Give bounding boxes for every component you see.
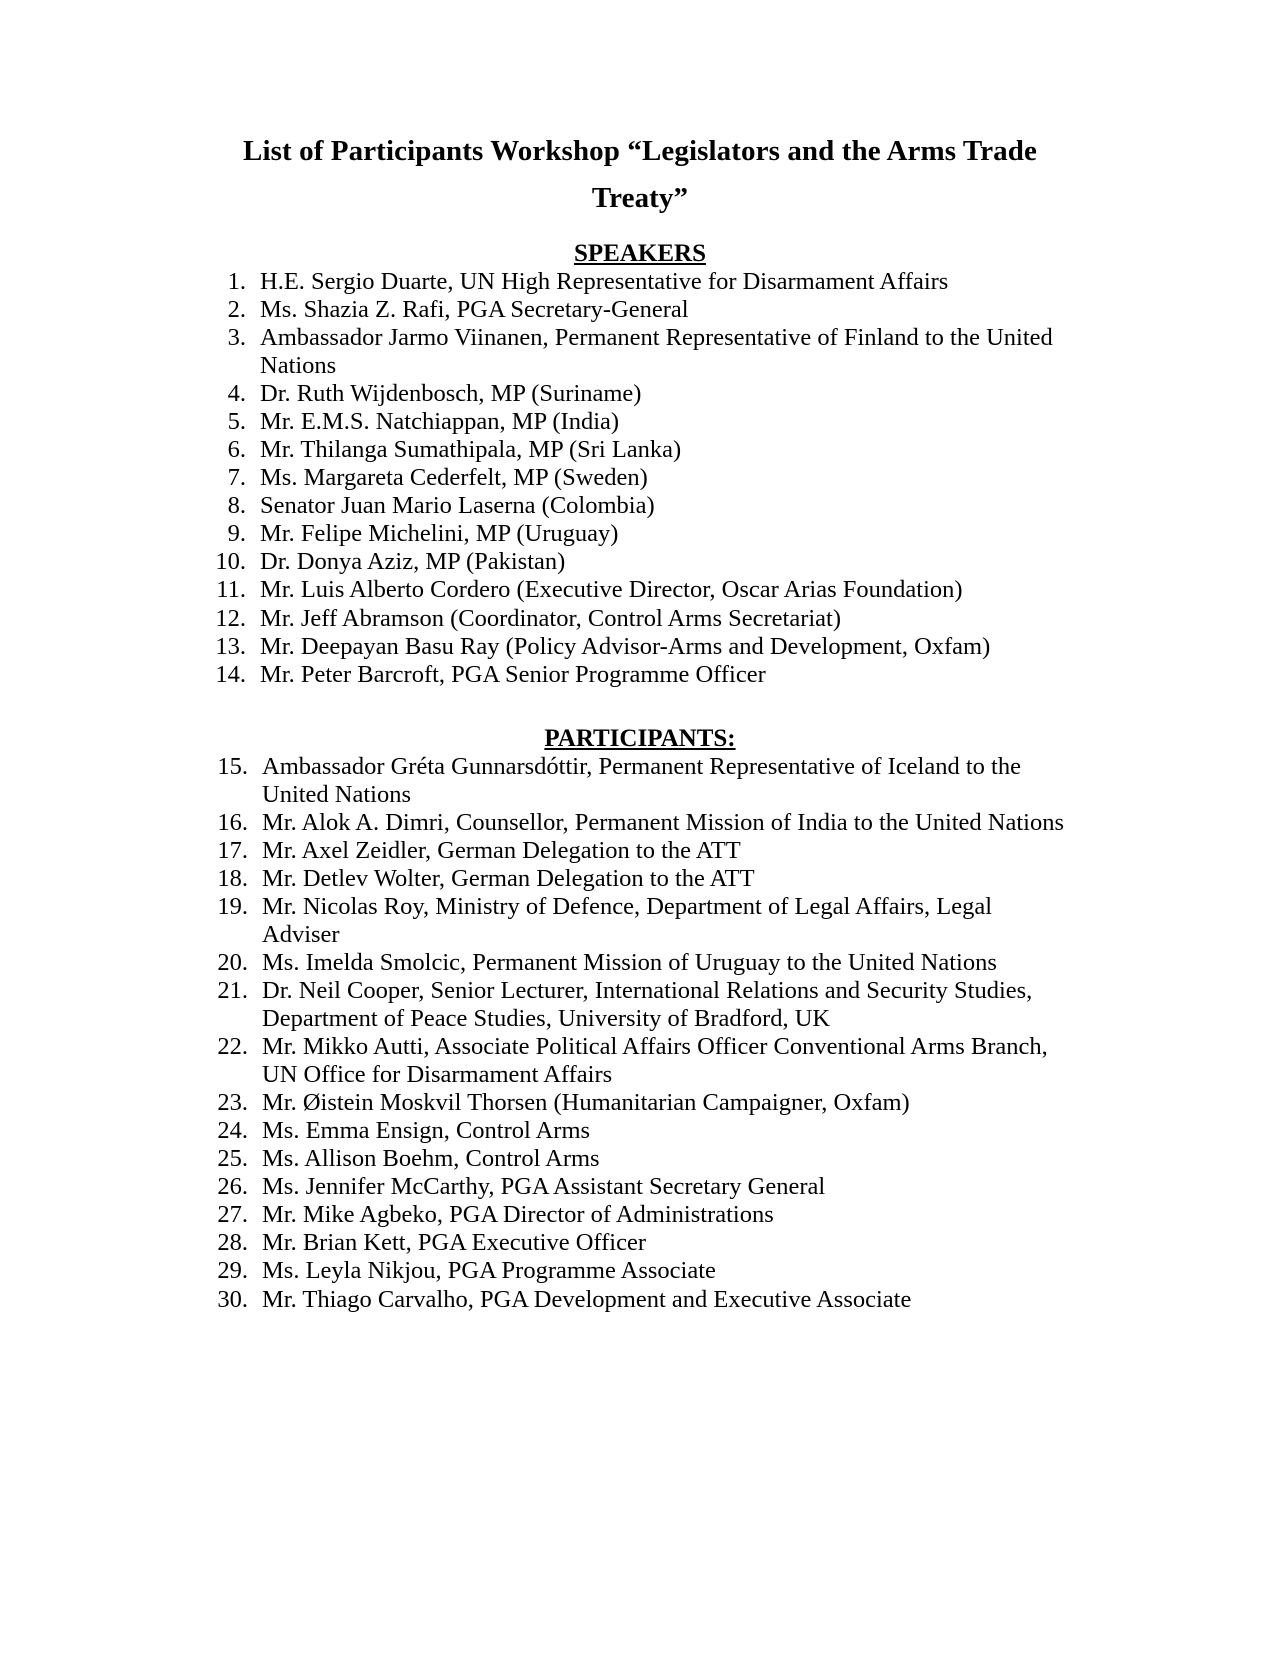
list-item-text: Mr. E.M.S. Natchiappan, MP (India) <box>260 408 620 436</box>
list-item-number: 19. <box>217 892 248 920</box>
list-item-number: 10. <box>215 548 246 576</box>
list-item-number: 29. <box>217 1257 248 1285</box>
list-item-number: 17. <box>217 836 248 864</box>
list-item <box>210 1117 1070 1145</box>
list-item-text: Ms. Allison Boehm, Control Arms <box>262 1145 600 1173</box>
document-body <box>210 128 1070 1314</box>
list-item-text: Dr. Donya Aziz, MP (Pakistan) <box>260 548 566 576</box>
list-item-text: Mr. Brian Kett, PGA Executive Officer <box>262 1229 646 1257</box>
list-item <box>210 1033 1070 1089</box>
list-item-text: Ms. Jennifer McCarthy, PGA Assistant Secretary General <box>262 1173 826 1201</box>
list-item <box>210 520 1070 548</box>
list-item-number: 30. <box>217 1285 248 1313</box>
list-item-text: Mr. Alok A. Dimri, Counsellor, Permanent Mission of India to the United Nations <box>262 808 1065 836</box>
section-heading-participants: PARTICIPANTS: <box>544 724 736 752</box>
list-item-number: 13. <box>215 632 246 660</box>
list-item-text: Mr. Nicolas Roy, Ministry of Defence, Department of Legal Affairs, Legal Adviser <box>262 892 993 948</box>
list-item <box>210 893 1070 949</box>
list-item <box>210 865 1070 893</box>
list-item-text: Dr. Neil Cooper, Senior Lecturer, International Relations and Security Studies, Department of Peace Studies, University of Bradford, UK <box>262 977 1033 1033</box>
list-item <box>210 324 1070 380</box>
list-item-text: Mr. Jeff Abramson (Coordinator, Control Arms Secretariat) <box>260 604 842 632</box>
list-item <box>210 548 1070 576</box>
list-item-number: 21. <box>217 977 248 1005</box>
list-item-text: Mr. Mike Agbeko, PGA Director of Administrations <box>262 1201 774 1229</box>
list-item-text: Dr. Ruth Wijdenbosch, MP (Suriname) <box>260 380 642 408</box>
list-item-text: Ms. Imelda Smolcic, Permanent Mission of Uruguay to the United Nations <box>262 948 997 976</box>
list-item-text: Senator Juan Mario Laserna (Colombia) <box>260 492 655 520</box>
list-item-number: 14. <box>215 660 246 688</box>
list-item-number: 3. <box>227 324 246 352</box>
list-item-number: 25. <box>217 1145 248 1173</box>
page-title: List of Participants Workshop “Legislators and the Arms Trade Treaty” <box>243 135 1037 214</box>
list-item-text: Ms. Leyla Nikjou, PGA Programme Associate <box>262 1257 716 1285</box>
list-item <box>210 661 1070 689</box>
list-item <box>210 464 1070 492</box>
speakers-list <box>210 268 1070 689</box>
list-item-text: Ambassador Jarmo Viinanen, Permanent Representative of Finland to the United Nations <box>260 324 1053 380</box>
list-item-text: Mr. Felipe Michelini, MP (Uruguay) <box>260 520 619 548</box>
list-item-number: 2. <box>227 295 246 323</box>
list-item <box>210 1257 1070 1285</box>
list-item-number: 4. <box>227 380 246 408</box>
list-item <box>210 408 1070 436</box>
list-item <box>210 268 1070 296</box>
list-item-text: Mr. Detlev Wolter, German Delegation to the ATT <box>262 864 755 892</box>
list-item-text: Mr. Axel Zeidler, German Delegation to the ATT <box>262 836 741 864</box>
list-item-number: 8. <box>227 492 246 520</box>
list-item-text: Ms. Margareta Cederfelt, MP (Sweden) <box>260 464 648 492</box>
list-item-number: 1. <box>227 267 246 295</box>
list-item-number: 12. <box>215 604 246 632</box>
list-item-text: Ambassador Gréta Gunnarsdóttir, Permanent Representative of Iceland to the United Nations <box>262 752 1021 808</box>
list-item <box>210 1286 1070 1314</box>
section-heading-speakers: SPEAKERS <box>574 239 706 267</box>
list-item-text: Mr. Thiago Carvalho, PGA Development and Executive Associate <box>262 1285 912 1313</box>
list-item <box>210 949 1070 977</box>
list-item-text: H.E. Sergio Duarte, UN High Representative for Disarmament Affairs <box>260 267 949 295</box>
list-item-number: 27. <box>217 1201 248 1229</box>
list-item <box>210 296 1070 324</box>
list-item-number: 9. <box>227 520 246 548</box>
list-item-number: 15. <box>217 752 248 780</box>
list-item-number: 18. <box>217 864 248 892</box>
list-item-number: 5. <box>227 408 246 436</box>
list-item-number: 6. <box>227 436 246 464</box>
list-item <box>210 605 1070 633</box>
list-item <box>210 436 1070 464</box>
list-item <box>210 1229 1070 1257</box>
list-item-number: 23. <box>217 1089 248 1117</box>
list-item <box>210 1089 1070 1117</box>
list-item-number: 16. <box>217 808 248 836</box>
list-item <box>210 1145 1070 1173</box>
list-item-text: Mr. Thilanga Sumathipala, MP (Sri Lanka) <box>260 436 682 464</box>
list-item-number: 7. <box>227 464 246 492</box>
list-item <box>210 1173 1070 1201</box>
list-item-text: Mr. Peter Barcroft, PGA Senior Programme Officer <box>260 660 766 688</box>
list-item-number: 20. <box>217 948 248 976</box>
list-item-number: 22. <box>217 1033 248 1061</box>
list-item-text: Ms. Emma Ensign, Control Arms <box>262 1117 591 1145</box>
list-item-number: 11. <box>216 576 246 604</box>
list-item-text: Mr. Luis Alberto Cordero (Executive Director, Oscar Arias Foundation) <box>260 576 963 604</box>
list-item-number: 26. <box>217 1173 248 1201</box>
list-item-text: Mr. Mikko Autti, Associate Political Affairs Officer Conventional Arms Branch, UN Office for Disarmament Affairs <box>262 1033 1048 1089</box>
list-item-number: 28. <box>217 1229 248 1257</box>
list-item <box>210 977 1070 1033</box>
list-item-text: Ms. Shazia Z. Rafi, PGA Secretary-General <box>260 295 689 323</box>
list-item <box>210 380 1070 408</box>
list-item-number: 24. <box>217 1117 248 1145</box>
list-item-text: Mr. Øistein Moskvil Thorsen (Humanitarian Campaigner, Oxfam) <box>262 1089 910 1117</box>
list-item <box>210 809 1070 837</box>
list-item <box>210 576 1070 604</box>
list-item <box>210 1201 1070 1229</box>
list-item-text: Mr. Deepayan Basu Ray (Policy Advisor-Arms and Development, Oxfam) <box>260 632 991 660</box>
list-item <box>210 633 1070 661</box>
participants-list <box>210 753 1070 1314</box>
list-item <box>210 753 1070 809</box>
list-item <box>210 837 1070 865</box>
list-item <box>210 492 1070 520</box>
